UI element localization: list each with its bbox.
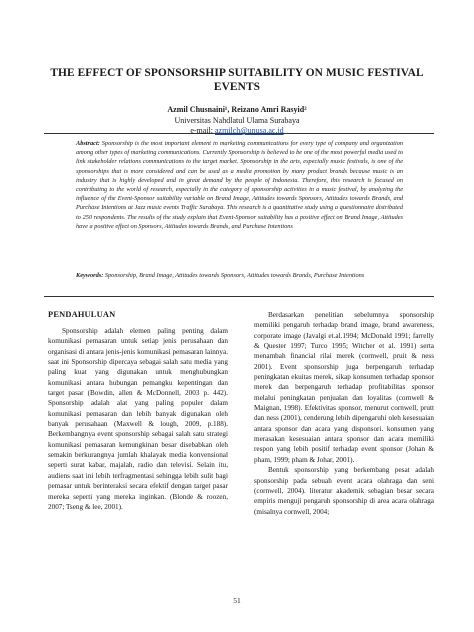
right-paragraph-2: Bentuk sponsorship yang berkembang pesat adalah sponsorship pada sebuah event acara olahraga dan seni (cornwell, 2004). literatur akademik sebagian besar secara empiris menguji pengaruh sponsorship di area acara olahraga (misalnya cornwell, 2004; (254, 466, 434, 516)
email-line (30, 126, 444, 137)
divider-bottom (44, 296, 434, 297)
abstract-text: Sponsorship is the most important element in marketing communications for every type of company and organization among other types of marketing communications. Currently Sponsorship is believed to be one of the most powerful media used to link stakeholder relations communications to the target market. Sponsorship in the arts, especially music festivals, is one of the sponsorships that is more considered and can be used as a media promotion by many product brands because music is an industry that is highly developed and in great demand by the people of Indonesia. Therefore, this research is focused on contributing to the world of research, especially in the category of sponsorship activities in a music festival, by analyzing the influence of the Event-Sponsor suitability variable on Brand Image, Attitudes towards Sponsors, Attitudes towards Brands, and Purchase Intentions at Jazz music events Traffic Surabaya. This research is a quantitative study using a questionnaire distributed to 250 respondents. The results of the study explain that Event-Sponsor suitability has a positive effect on Brand Image, Attitudes have a positive effect on Sponsors, Attitudes towards Brands, and Purchase Intentions (76, 140, 403, 230)
keywords-text: Sponsorship, Brand Image, Attitudes towards Sponsors, Attitudes towards Brands, Purchase Intentions (104, 272, 365, 279)
abstract-label: Abstract: (76, 140, 100, 147)
divider-top (44, 133, 434, 134)
left-column (48, 310, 228, 512)
keywords-label: Keywords: (76, 272, 104, 279)
paper-title: THE EFFECT OF SPONSORSHIP SUITABILITY ON MUSIC FESTIVAL EVENTS (50, 67, 424, 93)
email-label: e-mail: (190, 126, 213, 135)
affiliation: Universitas Nahdlatul Ulama Surabaya (174, 115, 300, 125)
email-link[interactable]: azmilch@unusa.ac.id (214, 126, 284, 135)
author-block (30, 105, 444, 137)
keywords (76, 271, 403, 280)
right-column (254, 310, 434, 517)
left-paragraph: Sponsorship adalah elemen paling penting dalam komunikasi pemasaran untuk setiap jenis perusahaan dan organisasi di antara jenis-jenis komunikasi pemasaran lainnya. saat ini Sponsorship dipercaya sebagai salah satu media yang paling kuat yang digunakan untuk menghubungkan komunikasi antara hubungan pemangku kepentingan dan target pasar (Bowdin, allen & McDonnell, 2003 p. 442). Sponsorship adalah alat yang paling populer dalam komunikasi pemasaran dan lebih banyak digunakan oleh banyak perusahaan (Maxwell & lough, 2009, p.188). Berkembangnya event sponsorship sebagai salah satu strategi komunikasi pemasaran kemungkinan besar disebabkan oleh semakin berkurangnya jumlah khalayak media konvensional seperti surat kabar, majalah, radio dan televisi. Selain itu, audiens saat ini lebih terfragmentasi sehingga lebih sulit bagi pemasar untuk berinteraksi secara efektif dengan target pasar mereka seperti yang mereka inginkan. (Blonde & roozen, 2007; Tseng & lee, 2001). (48, 327, 228, 511)
author-names: Azmil Chusnaini¹, Reizano Amri Rasyid² (167, 105, 307, 114)
right-paragraph-1: Berdasarkan penelitian sebelumnya sponsorship memiliki pengaruh terhadap brand image, brand awareness, corporate image (Javalgi et.al.1994; McDonald 1991; farrelly & Quester 1997; Turco 1995; Witcher et al. 1991) serta menambah financial rilai merek (cornwell, pruit & ness 2001). Event sponsorship juga berpengaruh terhadap peningkatan ekuitas merek, sikap konsumen terhadap sponsor merek dan berpengaruh terhadap profitabilitas sponsor melalui peningkatan penjualan dan loyalitas (cornwell & Maignan, 1998). Efektivitas sponsor, menurut cornwell, prutt dan ness (2001), cenderung lebih dipengaruhi oleh kesesuaian antara sponsor dan acara yang disponsori. konsumen yang merasakan kesesuaian antara sponsor dan acara memiliki respon yang lebih positif terhadap event sponsor (Johan & pham, 1999; pham & Johar, 2001). (254, 311, 434, 464)
page-number: 51 (233, 596, 241, 605)
section-heading: PENDAHULUAN (48, 310, 116, 319)
abstract (76, 139, 403, 231)
